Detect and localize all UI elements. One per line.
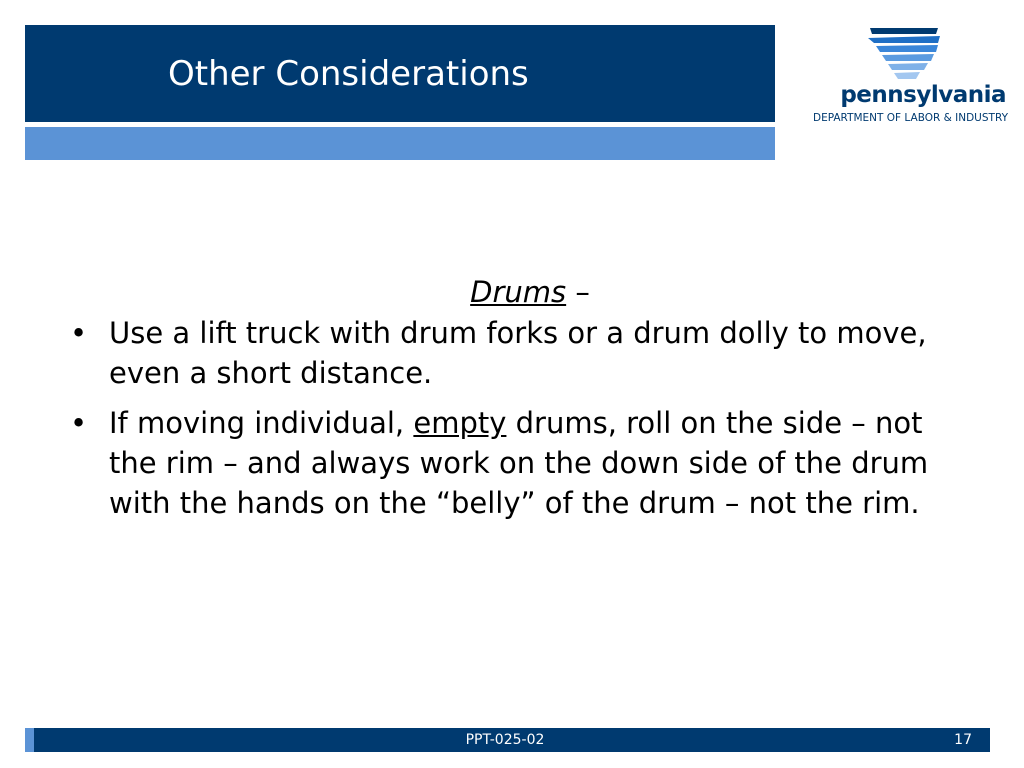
page-number: 17 xyxy=(954,732,972,748)
logo-wordmark: pennsylvania xyxy=(840,82,1006,108)
slide-title: Other Considerations xyxy=(168,54,529,94)
slide-body xyxy=(70,272,930,533)
keystone-icon xyxy=(864,24,944,84)
footer-code: PPT-025-02 xyxy=(465,732,545,748)
list-item xyxy=(70,403,930,523)
bullet-icon: • xyxy=(70,316,88,350)
heading-suffix: – xyxy=(566,275,590,309)
bullet-list xyxy=(70,313,930,523)
bullet-text-after: drums, roll on the side – not the rim – and always work on the down side of the drum with the hands on the “belly” of the drum – not the rim. xyxy=(109,406,929,520)
heading-term: Drums xyxy=(470,275,567,309)
title-accent-bar xyxy=(25,127,775,160)
bullet-text-before: If moving individual, xyxy=(109,406,414,440)
bullet-icon: • xyxy=(70,406,88,440)
logo-department: DEPARTMENT OF LABOR & INDUSTRY xyxy=(812,112,1008,124)
section-heading xyxy=(70,272,930,312)
bullet-text: Use a lift truck with drum forks or a drum dolly to move, even a short distance. xyxy=(109,316,927,390)
bullet-emphasis: empty xyxy=(413,406,507,440)
footer-accent xyxy=(25,728,34,752)
list-item xyxy=(70,313,930,393)
pa-labor-logo xyxy=(780,24,1012,134)
